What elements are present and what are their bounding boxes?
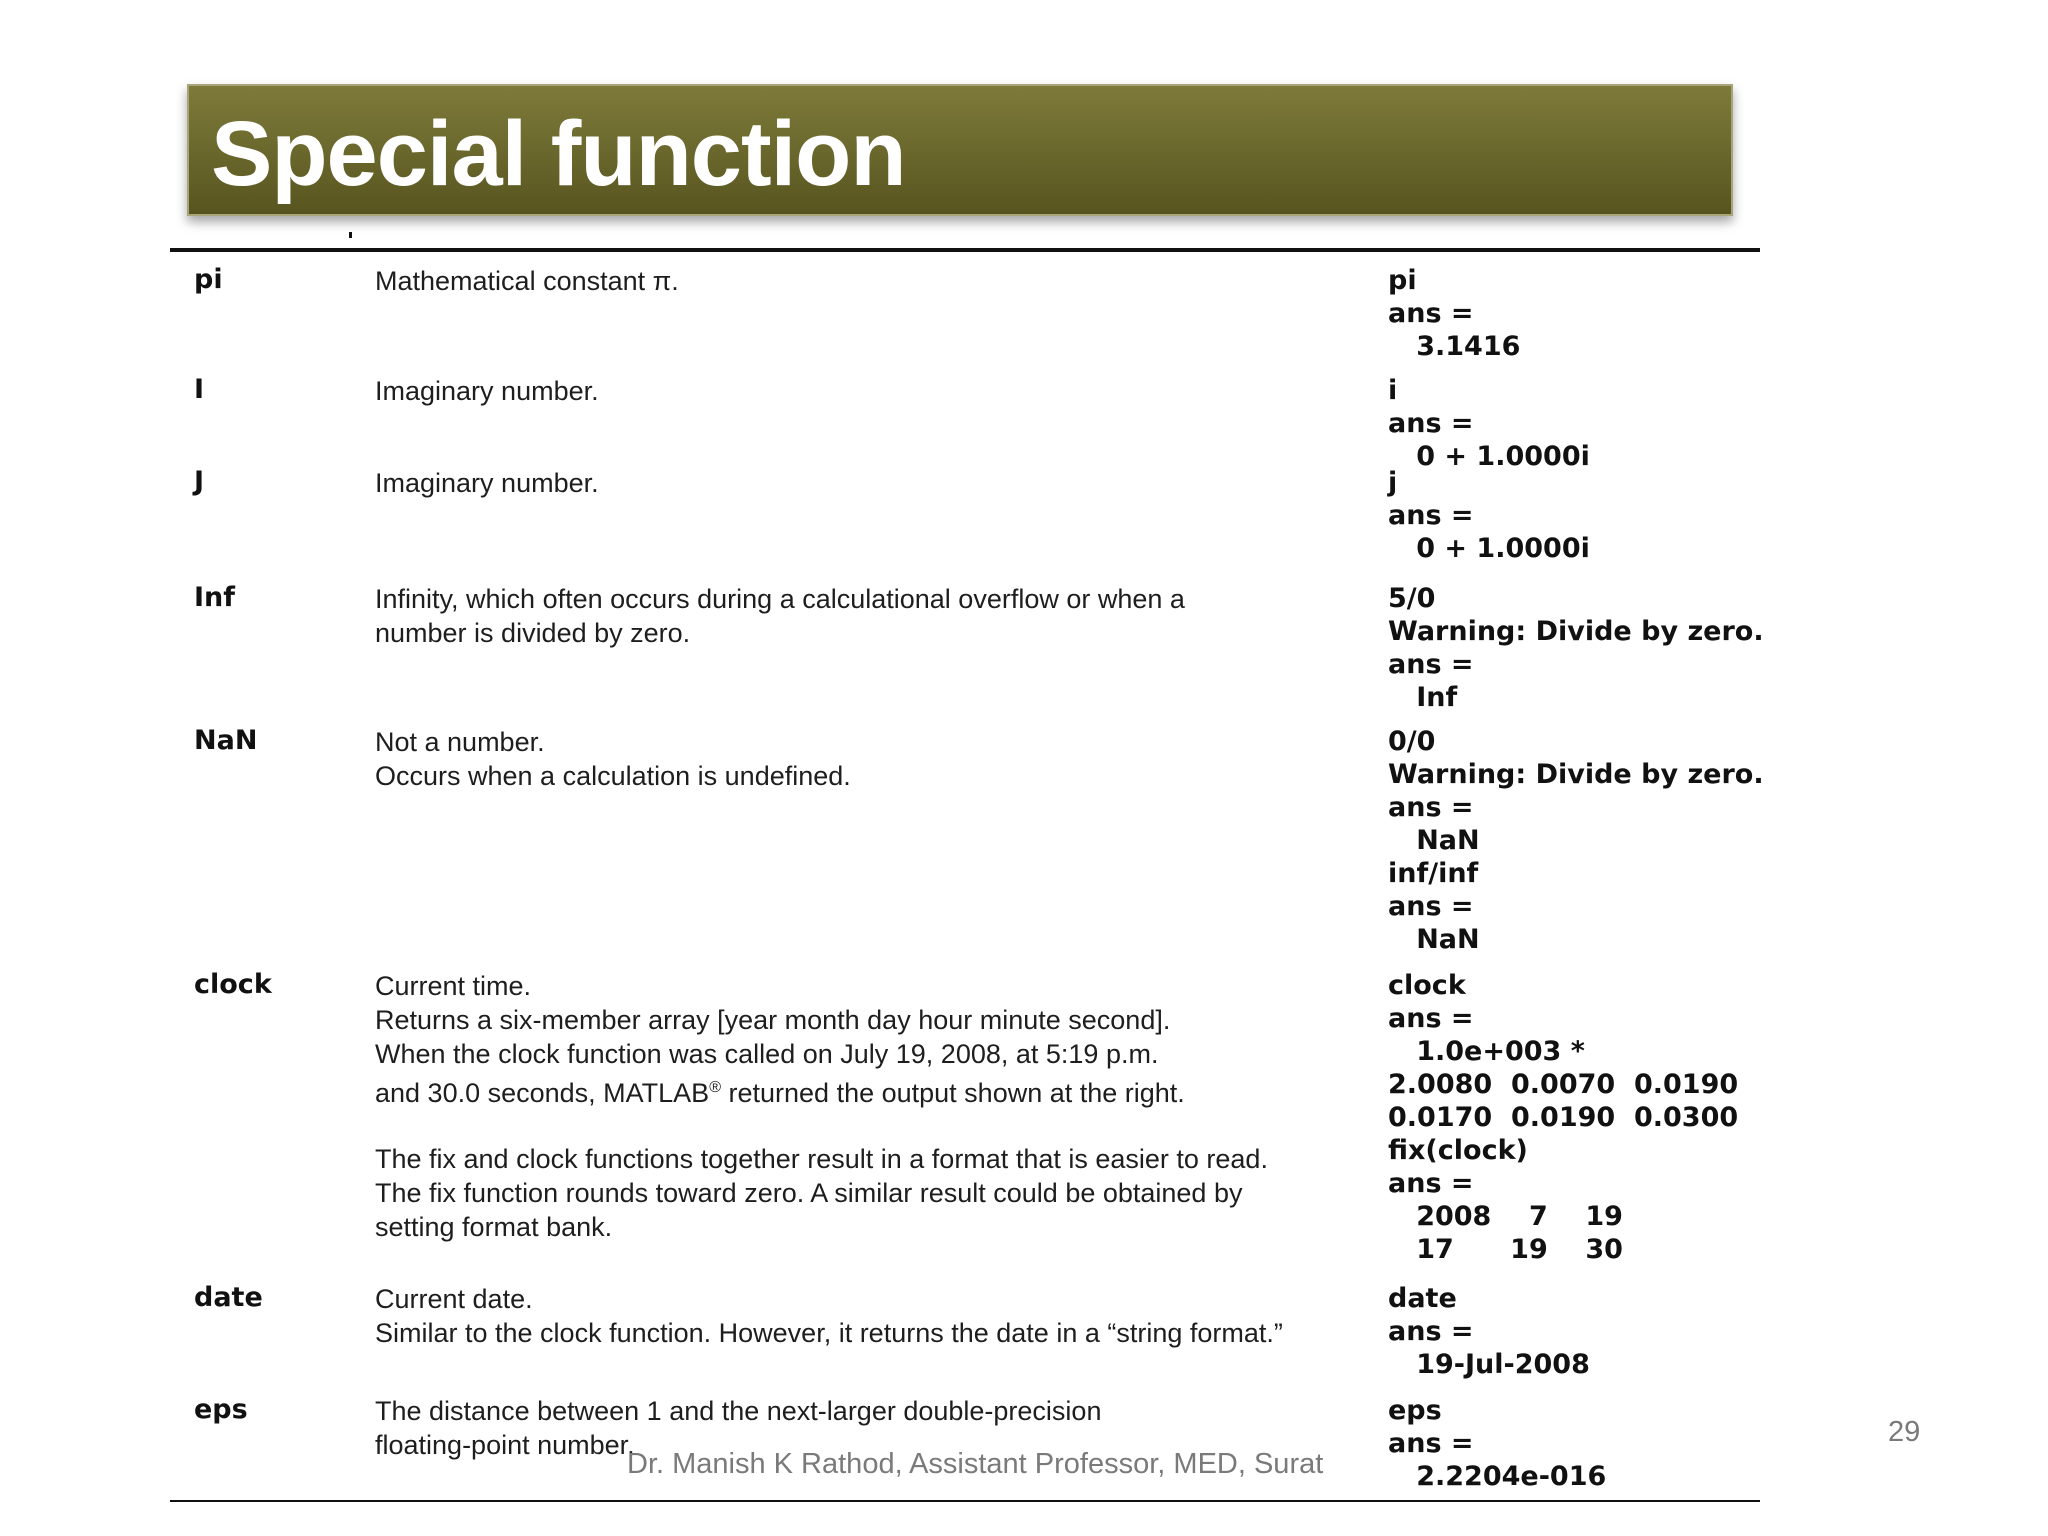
example-line: Warning: Divide by zero.: [1388, 616, 1764, 647]
description-line: Imaginary number.: [375, 468, 599, 498]
slide-title-bar: [187, 84, 1733, 216]
function-description: [375, 1282, 1385, 1350]
example-line: fix(clock): [1388, 1135, 1528, 1166]
divider-tick: [349, 232, 352, 238]
example-line: ans =: [1388, 1168, 1474, 1199]
function-example: [1388, 969, 1738, 1266]
example-line: ans =: [1388, 891, 1474, 922]
example-line: 2.0080 0.0070 0.0190: [1388, 1069, 1739, 1100]
example-line: 5/0: [1388, 583, 1436, 614]
function-description: [375, 969, 1385, 1244]
function-name: eps: [194, 1394, 248, 1425]
example-line: ans =: [1388, 1316, 1474, 1347]
slide-title: Special function: [211, 103, 906, 205]
function-name: Inf: [194, 582, 236, 613]
paragraph-gap: [375, 1110, 1385, 1142]
description-line: and 30.0 seconds, MATLAB® returned the output shown at the right.: [375, 1078, 1185, 1108]
description-line: Not a number.: [375, 727, 545, 757]
description-line: Occurs when a calculation is undefined.: [375, 761, 851, 791]
description-line: When the clock function was called on July 19, 2008, at 5:19 p.m.: [375, 1039, 1159, 1069]
example-line: ans =: [1388, 298, 1474, 329]
example-line: ans =: [1388, 792, 1474, 823]
example-line: j: [1388, 467, 1398, 498]
example-line: NaN: [1388, 825, 1480, 856]
example-line: 2.2204e-016: [1388, 1461, 1607, 1492]
example-line: ans =: [1388, 500, 1474, 531]
example-line: 0/0: [1388, 726, 1436, 757]
function-example: [1388, 582, 1764, 714]
function-example: [1388, 1282, 1590, 1381]
example-line: eps: [1388, 1395, 1442, 1426]
function-name: I: [194, 374, 205, 405]
example-line: ans =: [1388, 1428, 1474, 1459]
function-description: [375, 264, 1385, 298]
description-line: setting format bank.: [375, 1212, 613, 1242]
example-line: clock: [1388, 970, 1466, 1001]
function-name: pi: [194, 264, 223, 295]
description-line: Returns a six-member array [year month day hour minute second].: [375, 1005, 1171, 1035]
example-line: 3.1416: [1388, 331, 1521, 362]
example-line: date: [1388, 1283, 1457, 1314]
example-line: Warning: Divide by zero.: [1388, 759, 1764, 790]
example-line: 0 + 1.0000i: [1388, 533, 1590, 564]
function-example: [1388, 466, 1590, 565]
description-line: Similar to the clock function. However, it returns the date in a “string format.”: [375, 1318, 1283, 1348]
example-line: NaN: [1388, 924, 1480, 955]
example-line: 0.0170 0.0190 0.0300: [1388, 1102, 1739, 1133]
example-line: 1.0e+003 *: [1388, 1036, 1585, 1067]
description-line: The distance between 1 and the next-larger double-precision: [375, 1396, 1102, 1426]
slide-footer: Dr. Manish K Rathod, Assistant Professor, MED, Surat: [627, 1448, 1324, 1480]
description-line: The fix function rounds toward zero. A similar result could be obtained by: [375, 1178, 1243, 1208]
function-name: date: [194, 1282, 263, 1313]
function-name: J: [194, 466, 205, 497]
example-line: 17 19 30: [1388, 1234, 1623, 1265]
example-line: ans =: [1388, 649, 1474, 680]
description-line: Infinity, which often occurs during a calculational overflow or when a: [375, 584, 1185, 614]
description-line: Imaginary number.: [375, 376, 599, 406]
example-line: 0 + 1.0000i: [1388, 441, 1590, 472]
function-example: [1388, 264, 1520, 363]
function-name: NaN: [194, 725, 258, 756]
function-example: [1388, 374, 1590, 473]
special-function-table: [170, 248, 1764, 1502]
description-line: The fix and clock functions together result in a format that is easier to read.: [375, 1144, 1268, 1174]
example-line: ans =: [1388, 408, 1474, 439]
function-description: [375, 466, 1385, 500]
page-number: 29: [1888, 1416, 1921, 1448]
example-line: inf/inf: [1388, 858, 1479, 889]
example-line: 2008 7 19: [1388, 1201, 1623, 1232]
description-line: number is divided by zero.: [375, 618, 691, 648]
example-line: 19-Jul-2008: [1388, 1349, 1590, 1380]
function-description: [375, 725, 1385, 793]
description-line: Mathematical constant π.: [375, 266, 679, 296]
example-line: i: [1388, 375, 1398, 406]
description-line: Current time.: [375, 971, 532, 1001]
example-line: Inf: [1388, 682, 1458, 713]
function-example: [1388, 725, 1764, 956]
description-line: floating-point number.: [375, 1430, 635, 1460]
function-description: [375, 374, 1385, 408]
function-description: [375, 582, 1385, 650]
example-line: pi: [1388, 265, 1417, 296]
function-example: [1388, 1394, 1606, 1493]
description-line: Current date.: [375, 1284, 533, 1314]
function-name: clock: [194, 969, 272, 1000]
example-line: ans =: [1388, 1003, 1474, 1034]
